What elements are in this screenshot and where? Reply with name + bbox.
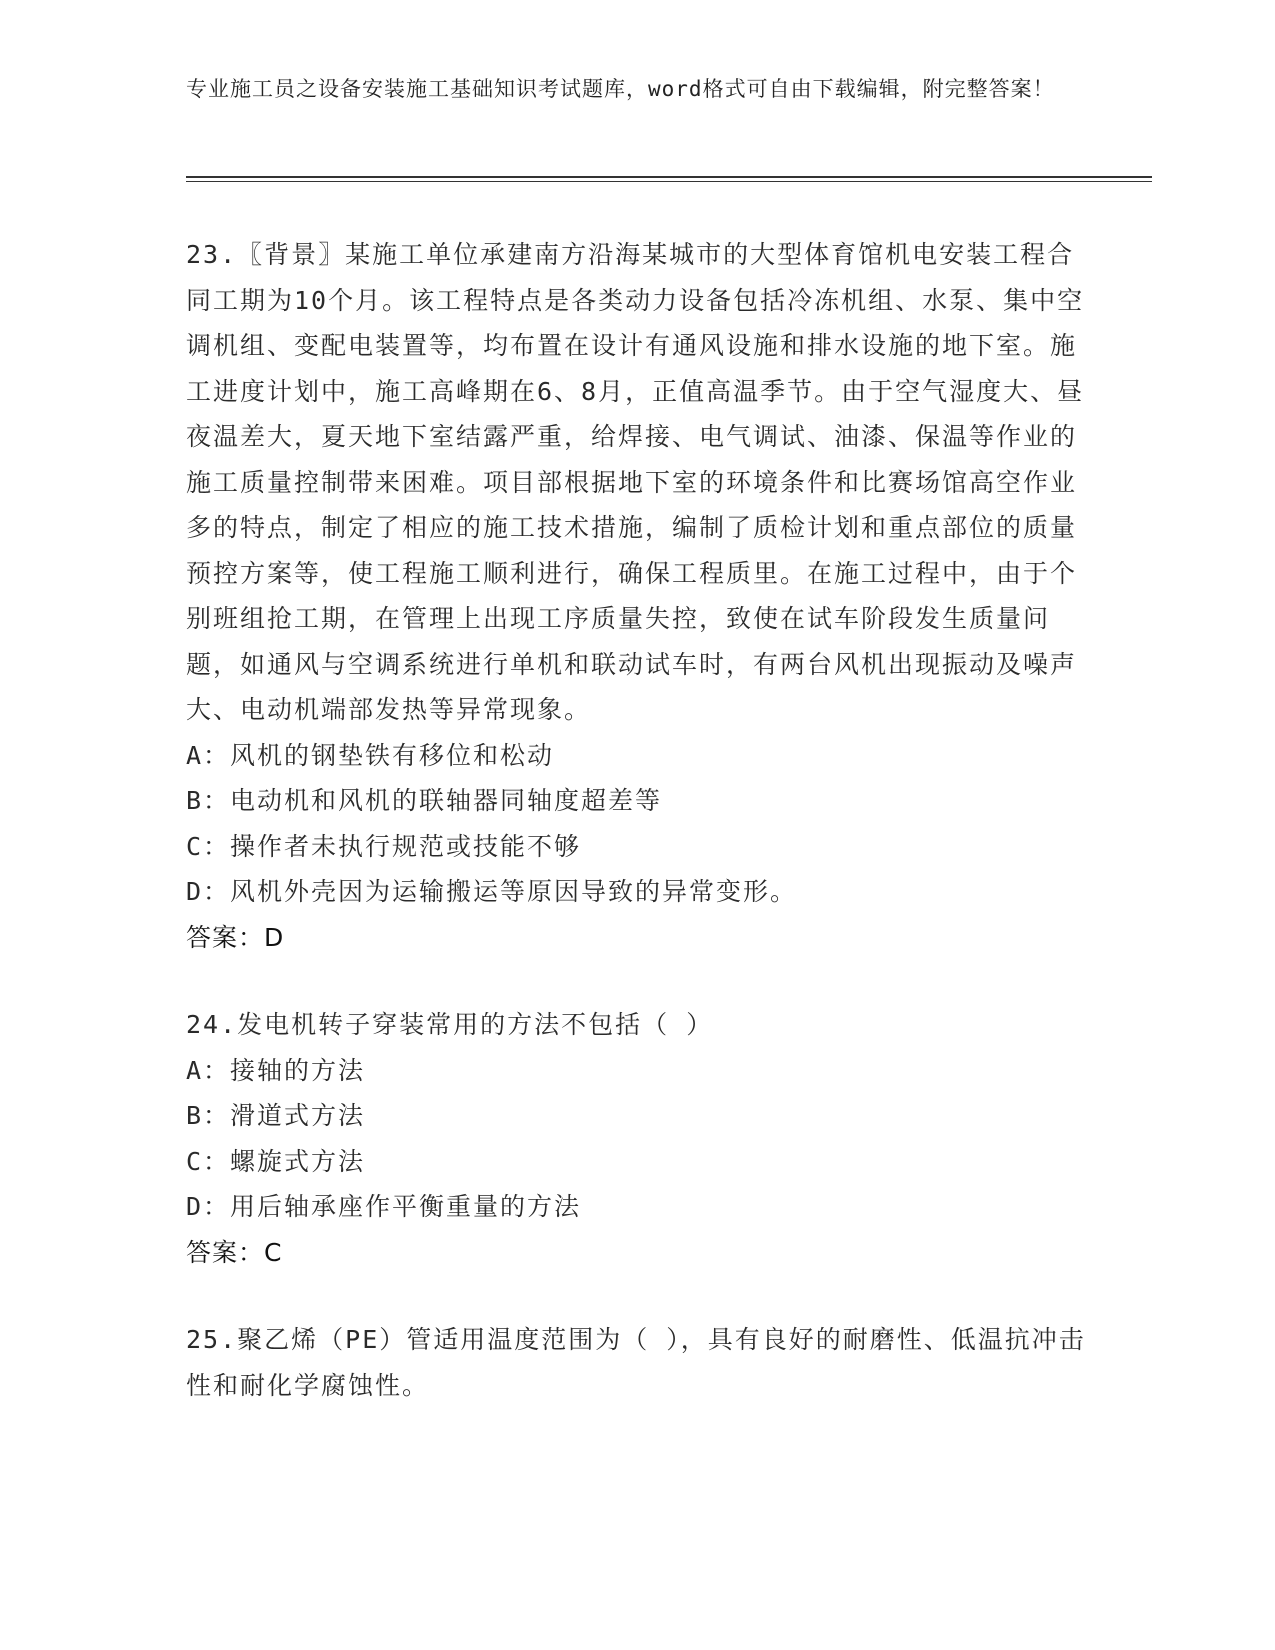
answer-line: 答案：D bbox=[186, 922, 285, 952]
question-stem: 23.〖背景〗某施工单位承建南方沿海某城市的大型体育馆机电安装工程合同工期为10个月。该工程特点是各类动力设备包括冷冻机组、水泵、集中空调机组、变配电装置等，均布置在设计有通风设施和排水设施的地下室。施工进度计划中，施工高峰期在6、8月，正值高温季节。由于空气湿度大、昼夜温差大，夏天地下室结露严重，给焊接、电气调试、油漆、保温等作业的施工质量控制带来困难。项目部根据地下室的环境条件和比赛场馆高空作业多的特点，制定了相应的施工技术措施，编制了质检计划和重点部位的质量预控方案等，使工程施工顺利进行，确保工程质里。在施工过程中，由于个别班组抢工期，在管理上出现工序质量失控，致使在试车阶段发生质量问题，如通风与空调系统进行单机和联动试车时，有两台风机出现振动及噪声大、电动机端部发热等异常现象。 bbox=[186, 240, 1085, 724]
option-a: A：接轴的方法 bbox=[186, 1055, 366, 1085]
question-stem: 24.发电机转子穿装常用的方法不包括（ ） bbox=[186, 1010, 714, 1039]
option-c: C：螺旋式方法 bbox=[186, 1146, 366, 1176]
option-d: D：风机外壳因为运输搬运等原因导致的异常变形。 bbox=[186, 877, 798, 906]
option-c: C：操作者未执行规范或技能不够 bbox=[186, 831, 582, 861]
question-list bbox=[186, 232, 1086, 1450]
option-d: D：用后轴承座作平衡重量的方法 bbox=[186, 1192, 582, 1221]
option-a: A：风机的钢垫铁有移位和松动 bbox=[186, 740, 555, 770]
answer-line: 答案：C bbox=[186, 1237, 283, 1267]
header-divider-thin bbox=[186, 181, 1152, 182]
question-25 bbox=[186, 1317, 1086, 1408]
document-header: 专业施工员之设备安装施工基础知识考试题库，word格式可自由下载编辑，附完整答案！ bbox=[186, 77, 1055, 101]
option-b: B：电动机和风机的联轴器同轴度超差等 bbox=[186, 786, 663, 815]
question-23 bbox=[186, 232, 1086, 960]
header-divider-thick bbox=[186, 176, 1152, 178]
question-stem: 25.聚乙烯（PE）管适用温度范围为（ ），具有良好的耐磨性、低温抗冲击性和耐化学腐蚀性。 bbox=[186, 1325, 1086, 1400]
option-b: B：滑道式方法 bbox=[186, 1101, 366, 1130]
question-24 bbox=[186, 1002, 1086, 1275]
